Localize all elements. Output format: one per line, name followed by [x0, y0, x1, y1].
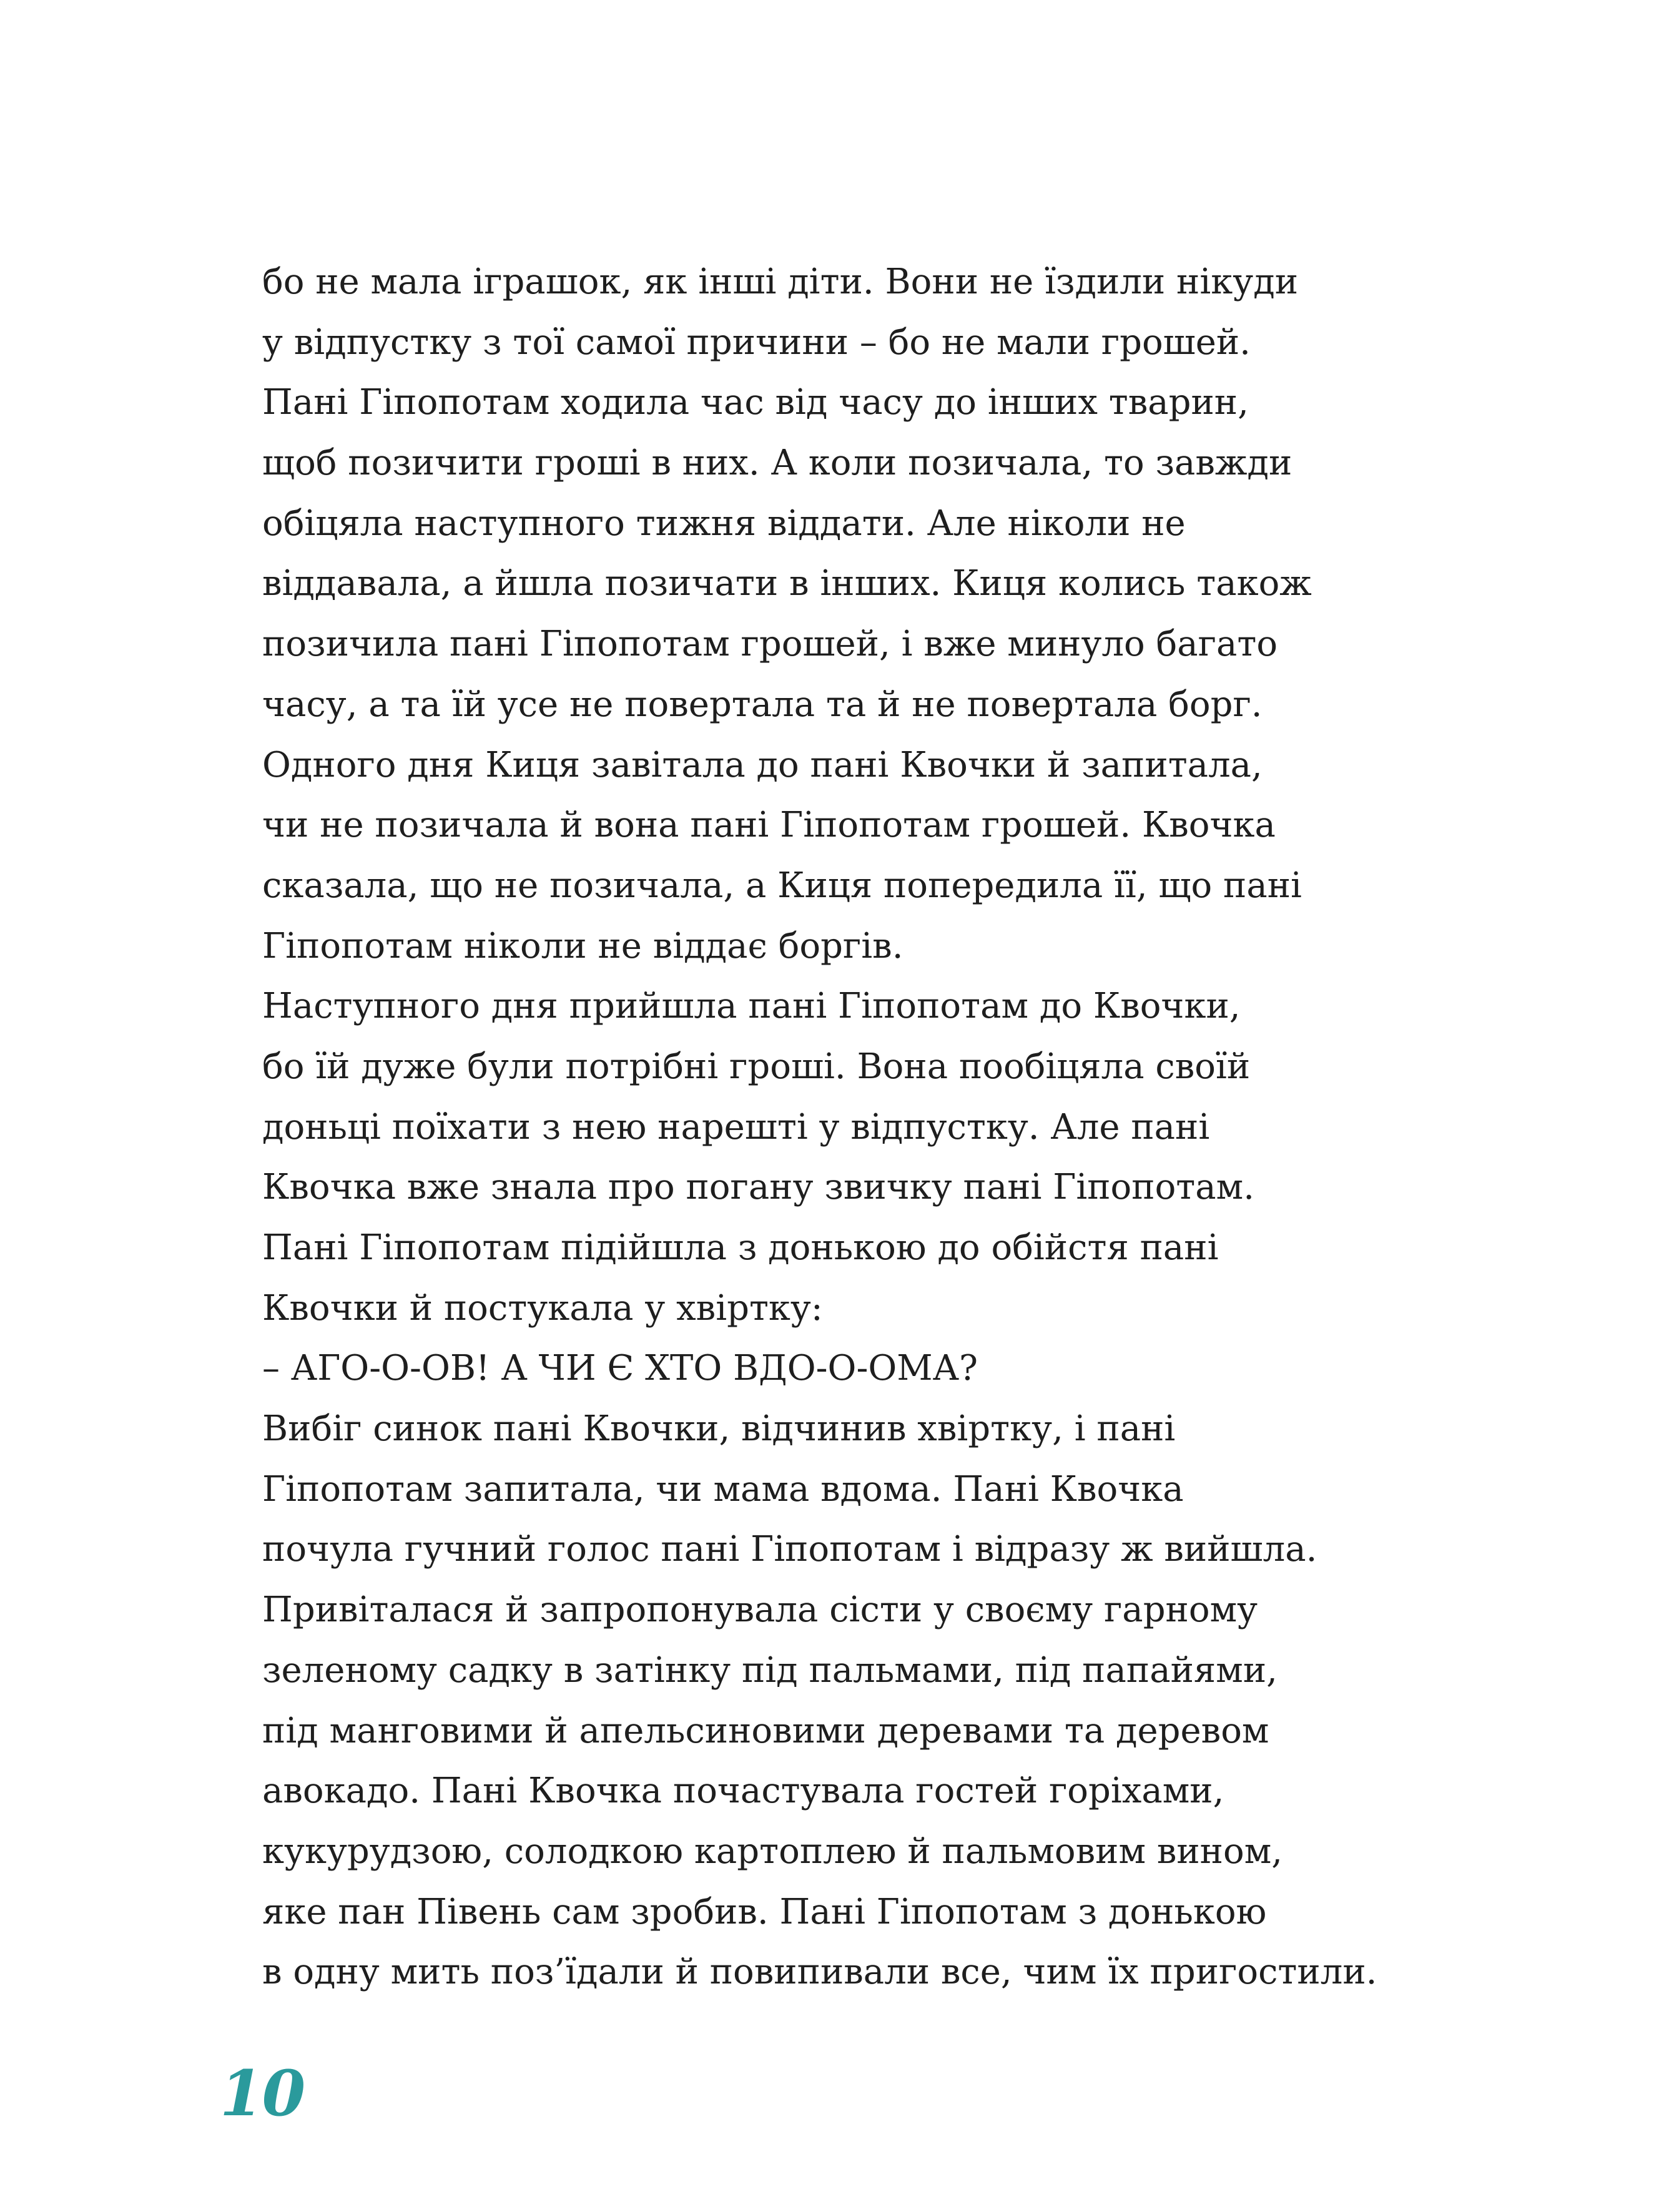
text-line: позичила пані Гіпопотам грошей, і вже минуло багато: [262, 624, 1278, 665]
text-line: бо не мала іграшок, як інші діти. Вони не їздили нікуди: [262, 262, 1299, 302]
text-line: обіцяла наступного тижня віддати. Але ніколи не: [262, 503, 1186, 544]
text-line: у відпустку з тої самої причини – бо не мали грошей.: [262, 322, 1251, 363]
text-line: авокадо. Пані Квочка почастувала гостей горіхами,: [262, 1771, 1224, 1812]
text-line: Одного дня Киця завітала до пані Квочки й запитала,: [262, 744, 1263, 785]
text-line: Гіпопотам запитала, чи мама вдома. Пані Квочка: [262, 1468, 1184, 1510]
story-text: [262, 252, 1511, 2003]
text-line: кукурудзою, солодкою картоплею й пальмовим вином,: [262, 1831, 1283, 1872]
text-line: віддавала, а йшла позичати в інших. Киця колись також: [262, 563, 1312, 604]
text-line: Вибіг синок пані Квочки, відчинив хвіртку, і пані: [262, 1408, 1176, 1450]
page-number: 10: [220, 2057, 305, 2130]
text-line: Привіталася й запропонувала сісти у своєму гарному: [262, 1590, 1258, 1631]
text-line: Наступного дня прийшла пані Гіпопотам до Квочки,: [262, 986, 1241, 1027]
text-line: часу, а та їй усе не повертала та й не повертала борг.: [262, 684, 1263, 725]
text-line: Пані Гіпопотам підійшла з донькою до обійстя пані: [262, 1227, 1219, 1268]
text-line: почула гучний голос пані Гіпопотам і відразу ж вийшла.: [262, 1529, 1317, 1570]
text-line: сказала, що не позичала, а Киця попередила її, що пані: [262, 865, 1302, 906]
text-line: зеленому садку в затінку під пальмами, під папайями,: [262, 1649, 1277, 1691]
text-line: Пані Гіпопотам ходила час від часу до інших тварин,: [262, 382, 1249, 423]
dialogue-line: – АГО-О-ОВ! А ЧИ Є ХТО ВДО-О-ОМА?: [262, 1348, 978, 1389]
text-line: Квочка вже знала про погану звичку пані Гіпопотам.: [262, 1167, 1255, 1208]
text-line: Квочки й постукала у хвіртку:: [262, 1287, 823, 1329]
text-line: доньці поїхати з нею нарешті у відпустку. Але пані: [262, 1106, 1210, 1148]
text-line: в одну мить поз’їдали й повипивали все, чим їх пригостили.: [262, 1952, 1377, 1993]
text-line: під манговими й апельсиновими деревами та деревом: [262, 1710, 1269, 1751]
text-line: чи не позичала й вона пані Гіпопотам грошей. Квочка: [262, 805, 1276, 846]
text-line: яке пан Півень сам зробив. Пані Гіпопотам з донькою: [262, 1891, 1267, 1932]
text-line: щоб позичити гроші в них. А коли позичала, то завжди: [262, 443, 1292, 484]
text-line: Гіпопотам ніколи не віддає боргів.: [262, 925, 903, 966]
text-line: бо їй дуже були потрібні гроші. Вона пообіцяла своїй: [262, 1046, 1251, 1087]
